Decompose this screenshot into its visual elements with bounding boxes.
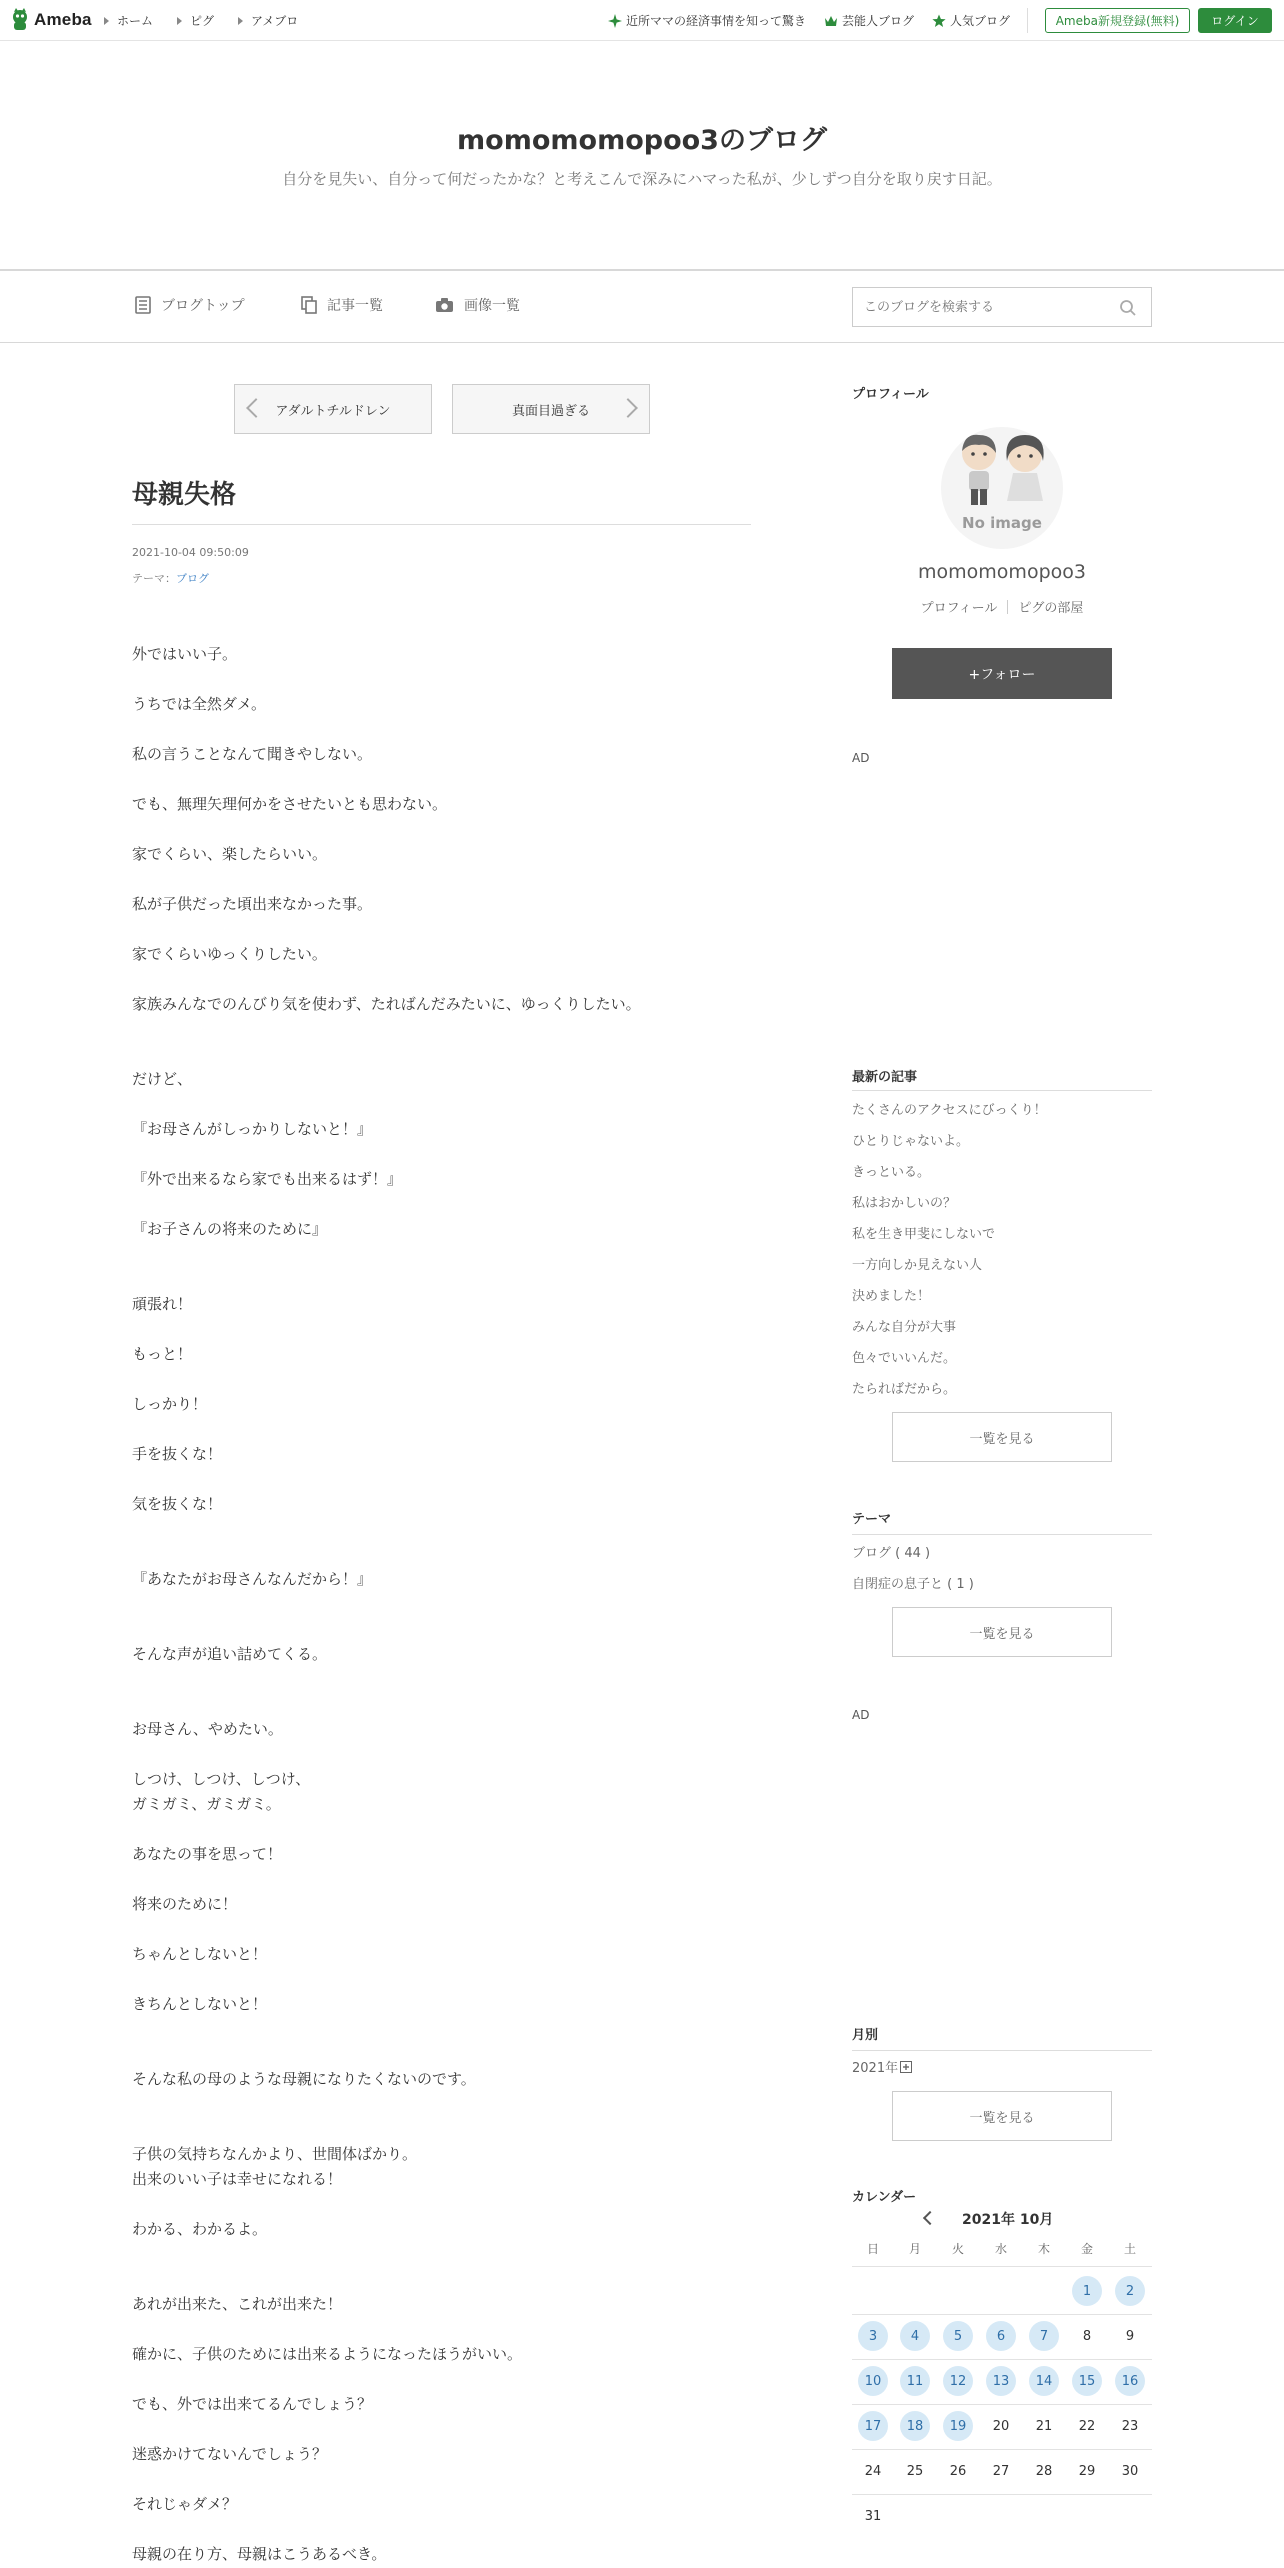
calendar-day[interactable]: 11 [900, 2366, 930, 2396]
body-line: 『あなたがお母さんなんだから！』 [132, 1570, 373, 1588]
nav-home[interactable] [104, 12, 153, 29]
no-image-avatar-icon [941, 427, 1063, 549]
logo-text: Ameba [34, 10, 92, 29]
calendar-day: 8 [1082, 2328, 1092, 2344]
calendar-weekday: 土 [1123, 2242, 1136, 2256]
profile-heading: プロフィール [852, 387, 929, 402]
monthly-year-toggle[interactable] [852, 2057, 912, 2076]
entry-theme [132, 570, 209, 586]
pig-room-link[interactable]: ピグの部屋 [1018, 601, 1084, 616]
register-button[interactable]: Ameba新規登録(無料) [1045, 8, 1190, 33]
body-line: 気を抜くな！ [132, 1495, 223, 1513]
calendar-day[interactable]: 16 [1115, 2366, 1145, 2396]
calendar-month-title: 2021年 10月 [962, 2212, 1054, 2228]
ameba-logo-icon [10, 8, 30, 32]
nav-pigg[interactable] [177, 12, 214, 29]
blog-nav-entries-label: 記事一覧 [327, 298, 383, 314]
calendar-day: 29 [1078, 2463, 1096, 2479]
body-line: お母さん、やめたい。 [132, 1720, 283, 1738]
theme-heading: テーマ [852, 1512, 892, 1527]
calendar-day: 9 [1125, 2328, 1135, 2344]
body-line: 迷惑かけてないんでしょう？ [132, 2445, 328, 2463]
recent-entry-link[interactable]: たくさんのアクセスにびっくり！ [852, 1103, 1047, 1118]
body-line: あなたの事を思って！ [132, 1845, 283, 1863]
section-divider [852, 1090, 1152, 1091]
title-divider [132, 524, 751, 525]
body-line: 家でくらい、楽したらいい。 [132, 845, 328, 863]
nav-ameblo-label: アメブロ [251, 14, 299, 28]
recent-entry-link[interactable]: ひとりじゃないよ。 [852, 1134, 970, 1149]
blog-title[interactable]: momomomopoo3のブログ [457, 125, 827, 156]
recent-more-button[interactable]: 一覧を見る [892, 1412, 1112, 1462]
recent-entry-link[interactable]: 私はおかしいの？ [852, 1196, 957, 1211]
calendar-day[interactable]: 10 [858, 2366, 888, 2396]
avatar-no-image-text: No image [962, 514, 1042, 532]
body-line: でも、無理矢理何かをさせたいとも思わない。 [132, 795, 448, 813]
calendar-day[interactable]: 14 [1029, 2366, 1059, 2396]
global-nav [104, 0, 322, 41]
body-line: そんな声が追い詰めてくる。 [132, 1645, 328, 1663]
section-divider [852, 1534, 1152, 1535]
monthly-more-button[interactable]: 一覧を見る [892, 2091, 1112, 2141]
entry-datetime: 2021-10-04 09:50:09 [132, 546, 249, 559]
blog-search-input[interactable] [853, 288, 1103, 326]
star-icon [932, 14, 946, 28]
calendar-row-divider [852, 2449, 1152, 2450]
calendar-weekday: 木 [1037, 2242, 1050, 2256]
ad-label: AD [852, 1708, 870, 1722]
triangle-right-icon [238, 17, 243, 25]
calendar-weekday: 水 [994, 2242, 1007, 2256]
nav-pigg-label: ピグ [190, 14, 215, 28]
calendar-weekday: 日 [866, 2242, 879, 2256]
global-header [0, 0, 1284, 41]
calendar-day[interactable]: 7 [1029, 2321, 1059, 2351]
calendar-day[interactable]: 12 [943, 2366, 973, 2396]
body-line: きちんとしないと！ [132, 1995, 268, 2013]
calendar-row-divider [852, 2404, 1152, 2405]
calendar-day: 26 [949, 2463, 967, 2479]
body-line: ガミガミ、ガミガミ。 [132, 1795, 281, 1813]
body-line: だけど、 [132, 1070, 193, 1088]
nav-home-label: ホーム [117, 14, 154, 28]
body-line: わかる、わかるよ。 [132, 2220, 268, 2238]
recent-entry-link[interactable]: たらればだから。 [852, 1382, 957, 1397]
body-line: しつけ、しつけ、しつけ、 [132, 1770, 311, 1788]
calendar-day: 23 [1121, 2418, 1139, 2434]
body-line: 『外で出来るなら家でも出来るはず！』 [132, 1170, 403, 1188]
body-line: そんな私の母のような母親になりたくないのです。 [132, 2070, 476, 2088]
body-line: 確かに、子供のためには出来るようになったほうがいい。 [132, 2345, 523, 2363]
calendar-day[interactable]: 6 [986, 2321, 1016, 2351]
calendar-day: 31 [864, 2508, 882, 2524]
promo-link-label: 人気ブログ [950, 14, 1011, 28]
calendar-day: 28 [1035, 2463, 1053, 2479]
body-line: 頑張れ！ [132, 1295, 193, 1313]
monthly-heading: 月別 [852, 2028, 879, 2043]
prev-entry-label: アダルトチルドレン [275, 403, 391, 419]
nav-ameblo[interactable] [238, 12, 298, 29]
blog-description: 自分を見失い、自分って何だったかな？と考えこんで深みにハマった私が、少しずつ自分を取り戻す日記。 [282, 170, 1002, 188]
calendar-day: 20 [992, 2418, 1010, 2434]
body-line: あれが出来た、これが出来た！ [132, 2295, 343, 2313]
calendar-row-divider [852, 2314, 1152, 2315]
profile-name[interactable]: momomomopoo3 [918, 561, 1086, 583]
recent-entry-link[interactable]: 色々でいいんだ。 [852, 1351, 957, 1366]
calendar-day[interactable]: 4 [900, 2321, 930, 2351]
recent-entry-link[interactable]: みんな自分が大事 [852, 1320, 957, 1335]
promo-link-celebrity-blog[interactable] [824, 12, 914, 29]
chevron-right-icon [618, 398, 638, 418]
monthly-year-label: 2021年 [852, 2061, 899, 2076]
body-line: もっと！ [132, 1345, 193, 1363]
promo-link-label: 近所ママの経済事情を知って驚き [626, 14, 807, 28]
body-line: 私の言うことなんて聞きやしない。 [132, 745, 373, 763]
follow-button[interactable]: +フォロー [892, 648, 1112, 699]
recent-entry-link[interactable]: 決めました！ [852, 1289, 931, 1304]
chevron-left-icon [246, 398, 266, 418]
ad-label: AD [852, 751, 870, 765]
body-line: 『お母さんがしっかりしないと！』 [132, 1120, 373, 1138]
body-line: 外ではいい子。 [132, 645, 238, 663]
body-line: 子供の気持ちなんかより、世間体ばかり。 [132, 2145, 418, 2163]
calendar-heading: カレンダー [852, 2190, 917, 2205]
blog-nav-images-label: 画像一覧 [464, 298, 520, 314]
promo-link-neighbor-mama[interactable] [608, 12, 806, 29]
calendar-row-divider [852, 2266, 1152, 2267]
body-line: 手を抜くな！ [132, 1445, 223, 1463]
login-button[interactable]: ログイン [1198, 8, 1272, 33]
next-entry-label: 真面目過ぎる [511, 403, 590, 419]
body-line: 家でくらいゆっくりしたい。 [132, 945, 327, 963]
calendar-row-divider [852, 2359, 1152, 2360]
blog-nav-bar [0, 269, 1284, 343]
calendar-day[interactable]: 3 [858, 2321, 888, 2351]
camera-icon [435, 297, 454, 313]
calendar-weekday: 月 [908, 2242, 921, 2256]
recent-entry-link[interactable]: 一方向しか見えない人 [852, 1258, 983, 1273]
body-line: でも、外では出来てるんでしょう？ [132, 2395, 373, 2413]
calendar-day: 22 [1078, 2418, 1096, 2434]
calendar-day[interactable]: 5 [943, 2321, 973, 2351]
copy-icon [301, 296, 317, 314]
recent-entry-link[interactable]: 私を生き甲斐にしないで [852, 1227, 996, 1242]
triangle-right-icon [104, 17, 109, 25]
search-icon[interactable] [1119, 299, 1137, 321]
theme-list-item[interactable]: ブログ ( 44 ) [852, 1546, 931, 1561]
header-divider [1027, 8, 1028, 33]
calendar-day[interactable]: 2 [1115, 2276, 1145, 2306]
calendar-day[interactable]: 18 [900, 2411, 930, 2441]
crown-icon [824, 15, 838, 27]
promo-links [590, 0, 1010, 41]
sparkle-icon [608, 14, 622, 28]
blog-nav-images[interactable] [435, 295, 520, 315]
calendar-day[interactable]: 13 [986, 2366, 1016, 2396]
calendar-weekday: 金 [1080, 2242, 1093, 2256]
calendar-prev-month-icon[interactable] [923, 2211, 937, 2225]
theme-more-button[interactable]: 一覧を見る [892, 1607, 1112, 1657]
body-line: それじゃダメ？ [132, 2495, 238, 2513]
body-line: 出来のいい子は幸せになれる！ [132, 2170, 343, 2188]
calendar-day: 30 [1121, 2463, 1139, 2479]
calendar-day: 21 [1035, 2418, 1053, 2434]
calendar-day[interactable]: 15 [1072, 2366, 1102, 2396]
promo-link-label: 芸能人ブログ [842, 14, 915, 28]
body-line: 母親の在り方、母親はこうあるべき。 [132, 2545, 387, 2563]
prev-entry-button[interactable] [234, 384, 432, 434]
calendar-day: 27 [992, 2463, 1010, 2479]
calendar-day[interactable]: 17 [858, 2411, 888, 2441]
document-icon [135, 296, 151, 314]
ameba-logo[interactable] [10, 8, 92, 32]
triangle-right-icon [177, 17, 182, 25]
body-line: うちでは全然ダメ。 [132, 695, 266, 713]
recent-entry-link[interactable]: きっといる。 [852, 1165, 931, 1180]
body-line: 将来のために！ [132, 1895, 238, 1913]
blog-nav-entries[interactable] [301, 295, 383, 315]
promo-link-popular-blog[interactable] [932, 12, 1010, 29]
recent-heading: 最新の記事 [852, 1070, 918, 1085]
theme-list-item[interactable]: 自閉症の息子と ( 1 ) [852, 1577, 974, 1592]
body-line: 『お子さんの将来のために』 [132, 1220, 328, 1238]
blog-nav-top-label: ブログトップ [161, 298, 245, 314]
profile-link[interactable]: プロフィール [920, 601, 998, 616]
section-divider [852, 2050, 1152, 2051]
blog-nav-top[interactable] [135, 295, 245, 315]
calendar-weekday: 火 [951, 2242, 964, 2256]
body-line: 私が子供だった頃出来なかった事。 [132, 895, 373, 913]
entry-title[interactable]: 母親失格 [132, 480, 237, 510]
body-line: ちゃんとしないと！ [132, 1945, 268, 1963]
profile-links [852, 597, 1152, 616]
blog-search[interactable] [852, 287, 1152, 327]
calendar-day[interactable]: 1 [1072, 2276, 1102, 2306]
next-entry-button[interactable] [452, 384, 650, 434]
calendar-row-divider [852, 2494, 1152, 2495]
link-divider [1007, 600, 1008, 614]
avatar[interactable] [941, 427, 1063, 549]
calendar-day: 25 [906, 2463, 924, 2479]
body-line: しっかり！ [132, 1395, 208, 1413]
plus-box-icon [900, 2061, 912, 2073]
body-line: 家族みんなでのんびり気を使わず、たればんだみたいに、ゆっくりしたい。 [132, 995, 641, 1013]
calendar-day: 24 [864, 2463, 882, 2479]
theme-prefix: テーマ： [132, 572, 176, 585]
calendar-day[interactable]: 19 [943, 2411, 973, 2441]
theme-link[interactable]: ブログ [176, 572, 209, 585]
